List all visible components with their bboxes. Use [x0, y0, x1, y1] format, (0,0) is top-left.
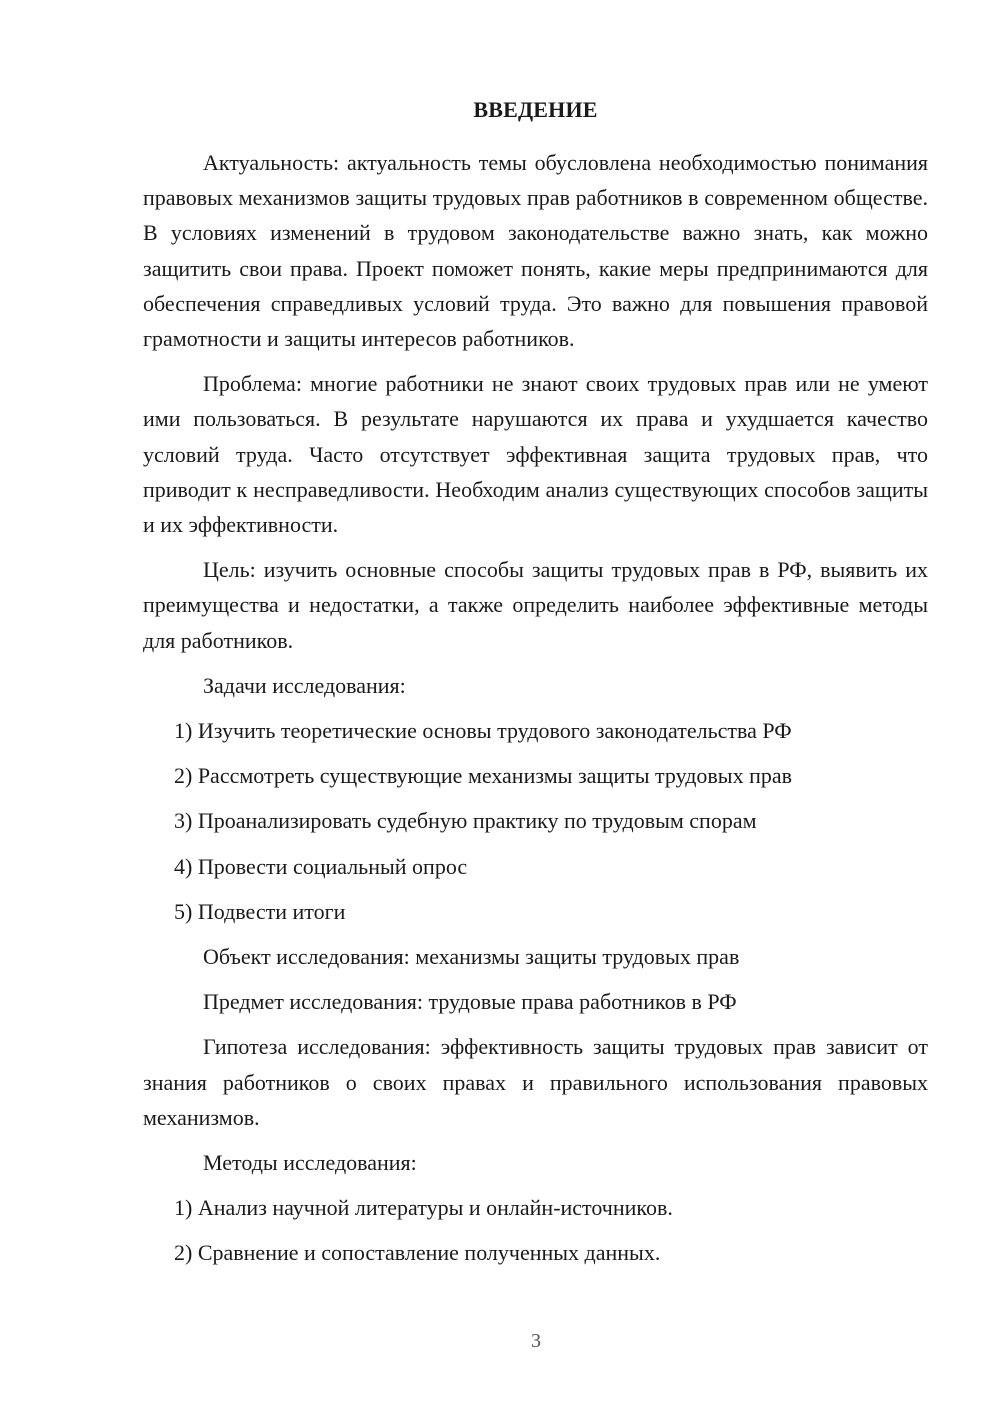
- method-item: 1) Анализ научной литературы и онлайн-источников.: [174, 1195, 673, 1221]
- goal-paragraph: Цель: изучить основные способы защиты трудовых прав в РФ, выявить их преимущества и недостатки, а также определить наиболее эффективные методы для работников.: [143, 557, 928, 653]
- section-title: ВВЕДЕНИЕ: [473, 97, 598, 122]
- problem-paragraph: Проблема: многие работники не знают своих трудовых прав или не умеют ими пользоваться. В результате нарушаются их права и ухудшается качество условий труда. Часто отсутствует эффективная защита трудовых прав, что приводит к несправедливости. Необходим анализ существующих способов защиты и их эффективности.: [143, 371, 928, 538]
- document-page: [143, 92, 928, 1281]
- task-item: 4) Провести социальный опрос: [174, 853, 468, 879]
- relevance-paragraph: Актуальность: актуальность темы обусловлена необходимостью понимания правовых механизмов защиты трудовых прав работников в современном обществе. В условиях изменений в трудовом законодательстве важно знать, как можно защитить свои права. Проект поможет понять, какие меры предпринимаются для обеспечения справедливых условий труда. Это важно для повышения правовой грамотности и защиты интересов работников.: [143, 150, 928, 352]
- tasks-heading: Задачи исследования:: [203, 672, 406, 698]
- method-item: 2) Сравнение и сопоставление полученных данных.: [174, 1240, 661, 1266]
- task-item: 2) Рассмотреть существующие механизмы защиты трудовых прав: [174, 763, 792, 789]
- task-item: 5) Подвести итоги: [174, 898, 346, 924]
- object-line: Объект исследования: механизмы защиты трудовых прав: [203, 944, 740, 970]
- task-item: 1) Изучить теоретические основы трудового законодательства РФ: [174, 718, 792, 744]
- methods-heading: Методы исследования:: [203, 1150, 417, 1176]
- subject-line: Предмет исследования: трудовые права работников в РФ: [203, 989, 737, 1015]
- task-item: 3) Проанализировать судебную практику по трудовым спорам: [174, 808, 757, 834]
- hypothesis-paragraph: Гипотеза исследования: эффективность защиты трудовых прав зависит от знания работников о своих правах и правильного использования правовых механизмов.: [143, 1034, 928, 1130]
- page-number: 3: [531, 1330, 541, 1352]
